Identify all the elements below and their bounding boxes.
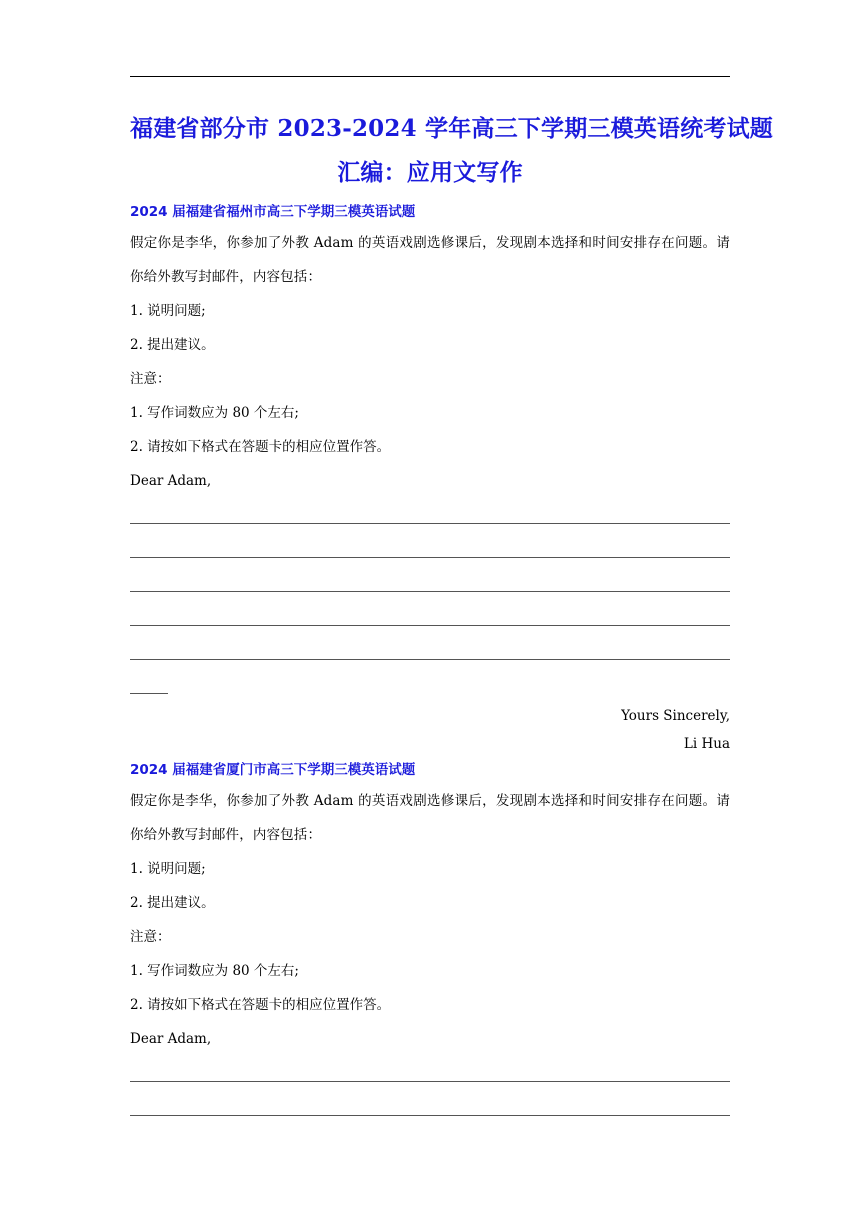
content-point: 2. 提出建议。 [130,337,215,353]
answer-line-end [130,668,730,702]
document-title-line-1: 福建省部分市 2023-2024 学年高三下学期三模英语统考试题 [130,115,773,142]
note-item: 1. 写作词数应为 80 个左右; [130,405,299,421]
note-item: 1. 写作词数应为 80 个左右; [130,963,299,979]
content-point: 1. 说明问题; [130,861,206,877]
answer-line [130,634,730,668]
document-title-line-2: 汇编：应用文写作 [337,159,523,186]
letter-closing: Yours Sincerely, [621,708,730,724]
answer-line [130,532,730,566]
writing-prompt: 假定你是李华，你参加了外教 Adam 的英语戏剧选修课后，发现剧本选择和时间安排存在问题。请你给外教写封邮件，内容包括： [130,793,730,843]
answer-line [130,600,730,634]
letter-signature: Li Hua [683,736,730,752]
letter-salutation: Dear Adam, [130,1031,212,1047]
section-heading: 2024 届福建省厦门市高三下学期三模英语试题 [130,762,416,778]
content-point: 2. 提出建议。 [130,895,215,911]
answer-line [130,1090,730,1124]
content-point: 1. 说明问题; [130,303,206,319]
writing-prompt: 假定你是李华，你参加了外教 Adam 的英语戏剧选修课后，发现剧本选择和时间安排存在问题。请你给外教写封邮件，内容包括： [130,235,730,285]
section-xiamen [130,760,730,1124]
letter-salutation: Dear Adam, [130,473,212,489]
answer-line [130,1056,730,1090]
note-item: 2. 请按如下格式在答题卡的相应位置作答。 [130,439,391,455]
section-heading: 2024 届福建省福州市高三下学期三模英语试题 [130,204,416,220]
header-rule [130,76,730,77]
answer-line [130,498,730,532]
section-fuzhou [130,202,730,758]
note-label: 注意： [130,371,171,387]
note-item: 2. 请按如下格式在答题卡的相应位置作答。 [130,997,391,1013]
answer-line [130,566,730,600]
note-label: 注意： [130,929,171,945]
